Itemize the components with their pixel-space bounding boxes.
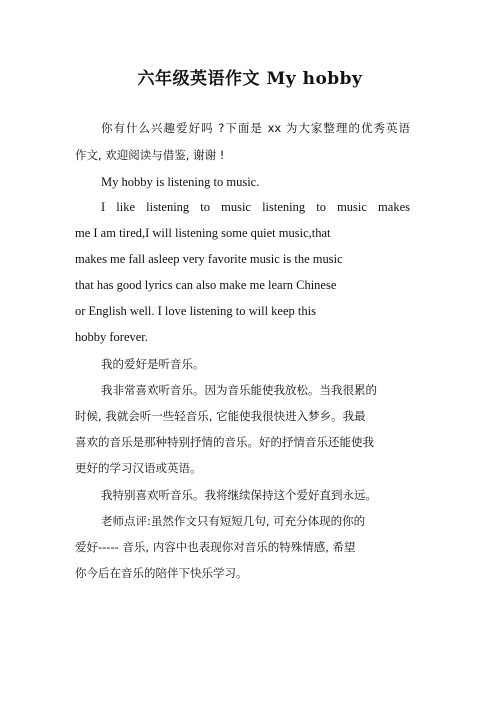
intro-line-1: 你有什么兴趣爱好吗 ?下面是 xx 为大家整理的优秀英语	[101, 121, 410, 135]
chinese-line-5: 更好的学习汉语或英语。	[75, 461, 202, 475]
chinese-line-2: 我非常喜欢听音乐。因为音乐能使我放松。当我很累的	[101, 383, 377, 397]
chinese-line-3: 时候, 我就会听一些轻音乐, 它能使我很快进入梦乡。我最	[75, 409, 366, 423]
comment-line-2: 爱好----- 音乐, 内容中也表现你对音乐的特殊情感, 希望	[75, 540, 356, 554]
comment-line-3: 你今后在音乐的陪伴下快乐学习。	[75, 566, 248, 580]
english-line-4: makes me fall asleep very favorite music is the music	[75, 252, 343, 266]
english-line-5: that has good lyrics can also make me learn Chinese	[75, 278, 337, 292]
english-line-2: I like listening to music listening to music makes	[101, 200, 410, 214]
comment-line-1: 老师点评:虽然作文只有短短几句, 可充分体现的你的	[101, 514, 366, 528]
english-line-6: or English well. I love listening to will keep this	[75, 304, 316, 318]
english-line-7: hobby forever.	[75, 330, 148, 344]
chinese-line-6: 我特别喜欢听音乐。我将继续保持这个爱好直到永远。	[101, 488, 377, 502]
chinese-line-1: 我的爱好是听音乐。	[101, 357, 205, 371]
english-line-1: My hobby is listening to music.	[101, 175, 260, 189]
document-title: 六年级英语作文 My hobby	[137, 69, 363, 89]
english-line-3: me I am tired,I will listening some quiet music,that	[75, 226, 331, 240]
intro-line-2: 作文, 欢迎阅读与借鉴, 谢谢 !	[75, 148, 225, 162]
chinese-line-4: 喜欢的音乐是那种特别抒情的音乐。好的抒情音乐还能使我	[75, 435, 374, 449]
